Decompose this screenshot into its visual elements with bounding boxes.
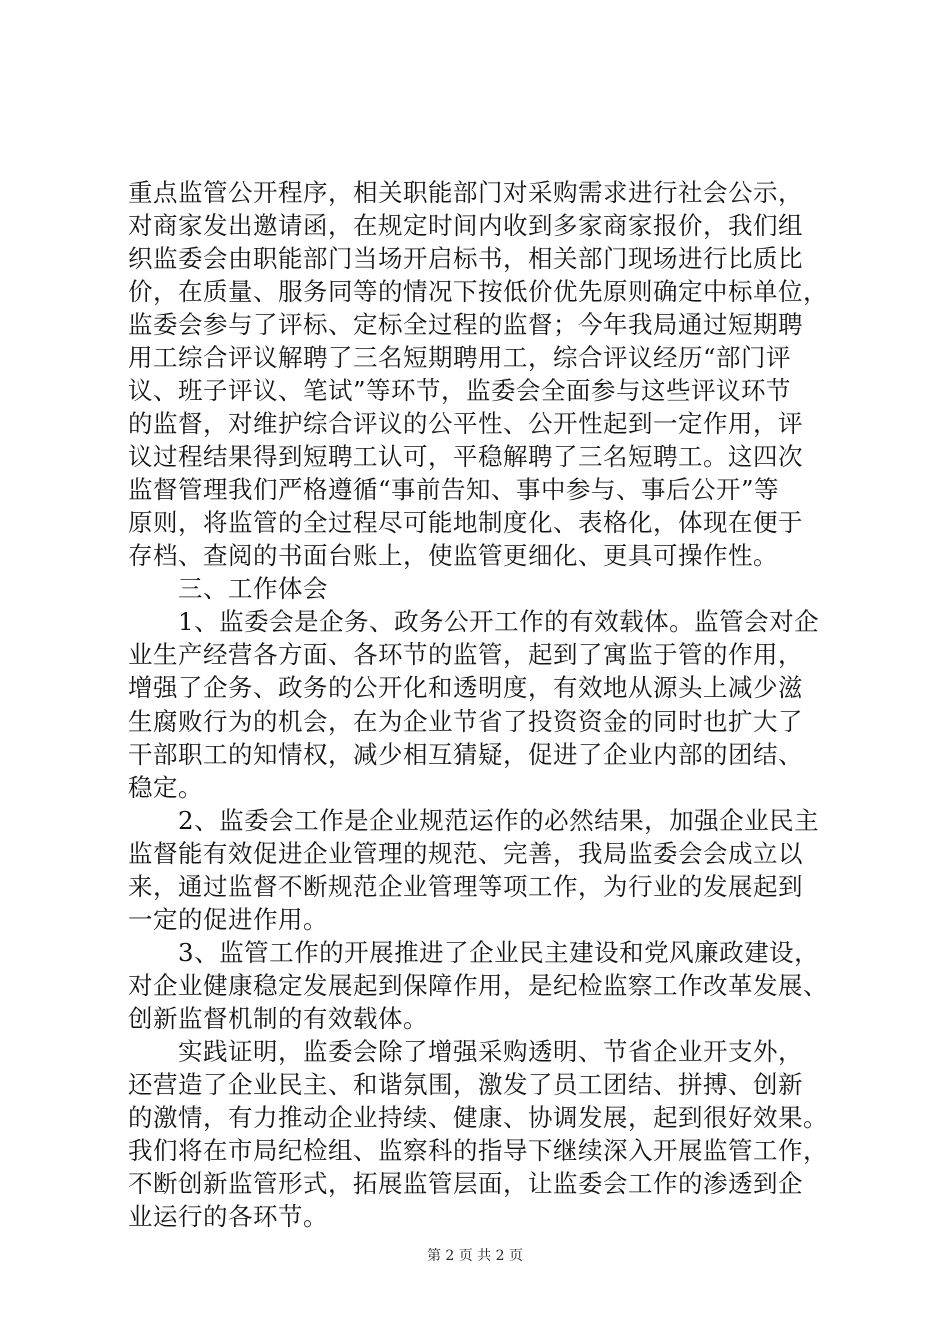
text-line: 生腐败行为的机会，在为企业节省了投资资金的同时也扩大了 bbox=[128, 707, 803, 736]
text-line: 实践证明，监委会除了增强采购透明、节省企业开支外， bbox=[128, 1037, 803, 1066]
text-line: 业生产经营各方面、各环节的监管，起到了寓监于管的作用， bbox=[128, 640, 803, 669]
text-line: 价，在质量、服务同等的情况下按低价优先原则确定中标单位， bbox=[128, 277, 828, 306]
text-line: 稳定。 bbox=[128, 773, 203, 802]
page-number-footer: 第 2 页 共 2 页 bbox=[426, 1248, 524, 1264]
text-line: 干部职工的知情权，减少相互猜疑，促进了企业内部的团结、 bbox=[128, 740, 803, 769]
text-line: 对商家发出邀请函，在规定时间内收到多家商家报价，我们组 bbox=[128, 211, 803, 240]
text-line: 重点监管公开程序，相关职能部门对采购需求进行社会公示， bbox=[128, 178, 803, 207]
text-line: 2、监委会工作是企业规范运作的必然结果，加强企业民主 bbox=[128, 806, 820, 835]
text-line: 原则，将监管的全过程尽可能地制度化、表格化，体现在便于 bbox=[128, 508, 803, 537]
text-line: 来，通过监督不断规范企业管理等项工作，为行业的发展起到 bbox=[128, 872, 803, 901]
text-line: 织监委会由职能部门当场开启标书，相关部门现场进行比质比 bbox=[128, 244, 803, 273]
text-line: 不断创新监管形式，拓展监管层面，让监委会工作的渗透到企 bbox=[128, 1169, 803, 1198]
text-line: 监委会参与了评标、定标全过程的监督；今年我局通过短期聘 bbox=[128, 310, 803, 339]
text-line: 增强了企务、政务的公开化和透明度，有效地从源头上减少滋 bbox=[128, 673, 803, 702]
text-line: 监督管理我们严格遵循“事前告知、事中参与、事后公开”等 bbox=[128, 475, 780, 504]
text-line: 一定的促进作用。 bbox=[128, 905, 328, 934]
text-line: 议过程结果得到短聘工认可，平稳解聘了三名短聘工。这四次 bbox=[128, 442, 803, 471]
text-line: 的监督，对维护综合评议的公平性、公开性起到一定作用，评 bbox=[128, 409, 803, 438]
text-line: 业运行的各环节。 bbox=[128, 1202, 328, 1231]
text-line: 对企业健康稳定发展起到保障作用，是纪检监察工作改革发展、 bbox=[128, 971, 828, 1000]
text-line: 用工综合评议解聘了三名短期聘用工，综合评议经历“部门评 bbox=[128, 343, 792, 372]
text-line: 3、监管工作的开展推进了企业民主建设和党风廉政建设， bbox=[128, 938, 820, 967]
text-line: 我们将在市局纪检组、监察科的指导下继续深入开展监管工作， bbox=[128, 1136, 828, 1165]
text-line: 1、监委会是企务、政务公开工作的有效载体。监管会对企 bbox=[128, 607, 820, 636]
text-line: 还营造了企业民主、和谐氛围，激发了员工团结、拼搏、创新 bbox=[128, 1070, 803, 1099]
section-heading: 三、工作体会 bbox=[128, 574, 328, 603]
text-line: 监督能有效促进企业管理的规范、完善，我局监委会会成立以 bbox=[128, 839, 803, 868]
text-line: 议、班子评议、笔试”等环节，监委会全面参与这些评议环节 bbox=[128, 376, 792, 405]
text-line: 存档、查阅的书面台账上，使监管更细化、更具可操作性。 bbox=[128, 541, 778, 570]
text-line: 的激情，有力推动企业持续、健康、协调发展，起到很好效果。 bbox=[128, 1103, 828, 1132]
text-line: 创新监督机制的有效载体。 bbox=[128, 1004, 428, 1033]
